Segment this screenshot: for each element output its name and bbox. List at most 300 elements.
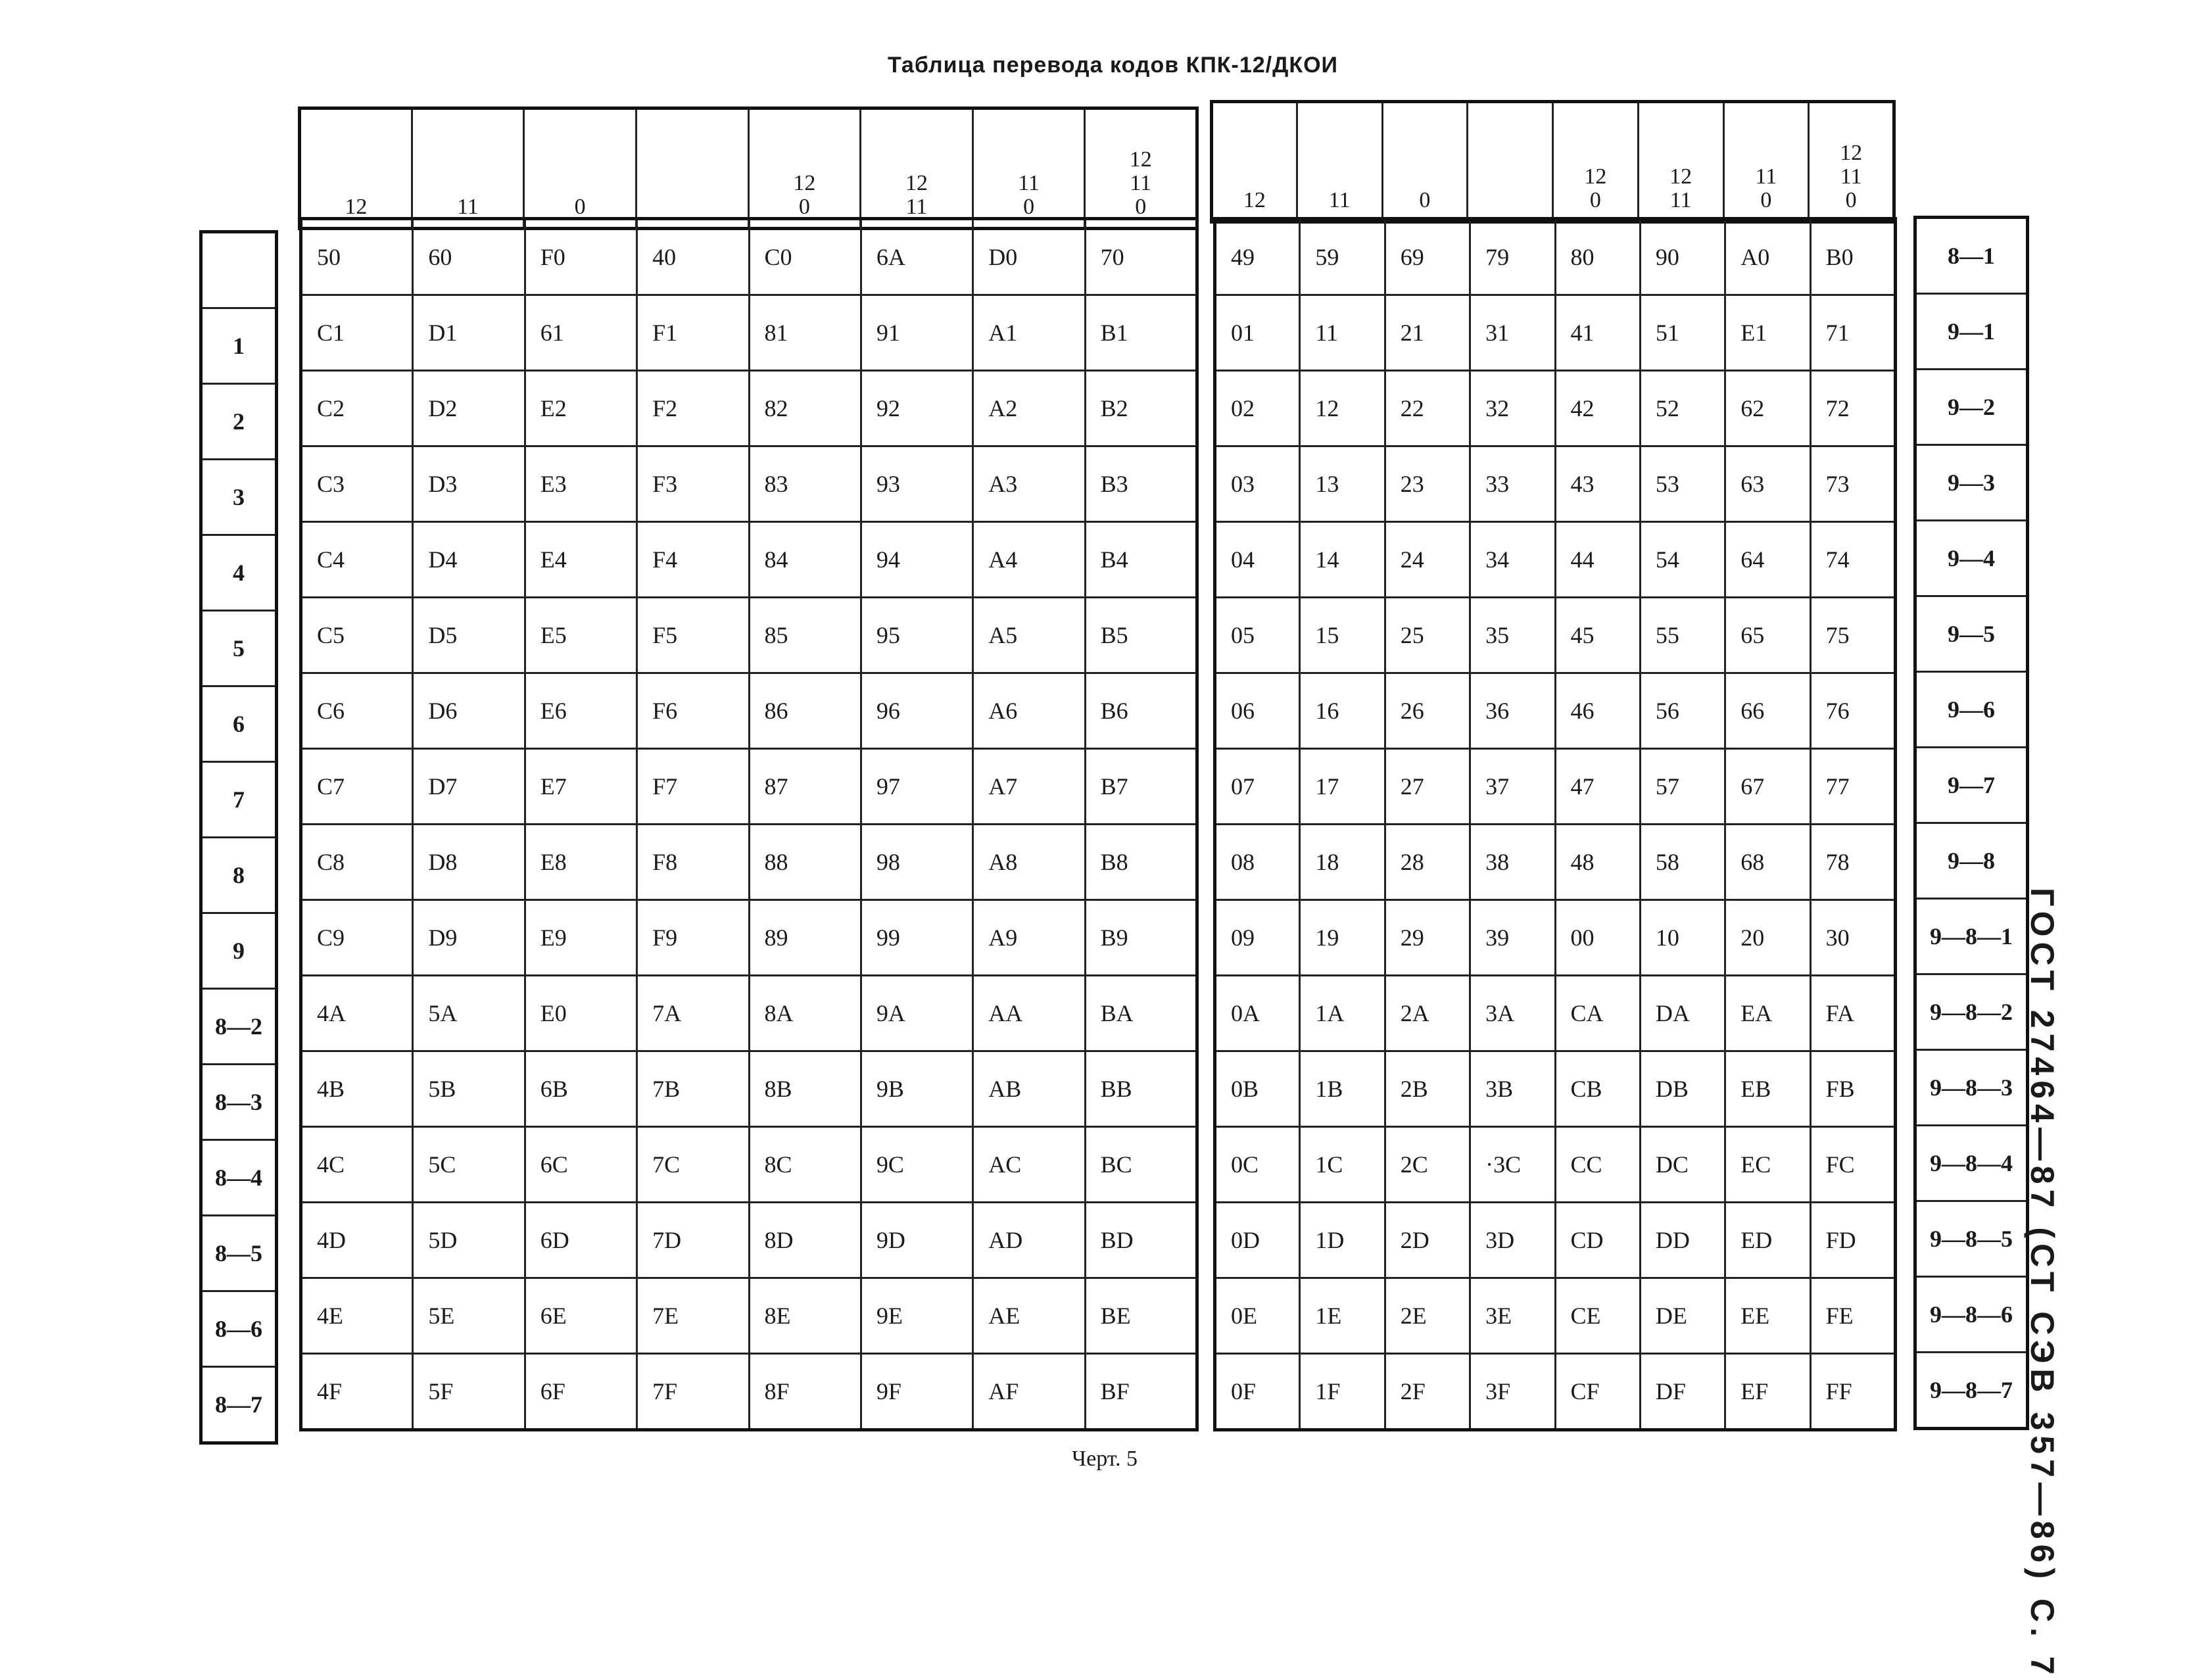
label-row [201, 232, 277, 308]
code-cell: B9 [1085, 900, 1197, 976]
table-row [1215, 598, 1896, 673]
code-cell: F8 [637, 825, 749, 900]
header-line: 12 [905, 171, 928, 195]
table-row [1215, 900, 1896, 976]
header-cell [972, 108, 1085, 229]
header-line: 12 [1840, 141, 1863, 165]
header-line: 0 [1023, 195, 1035, 219]
code-cell: 33 [1470, 446, 1555, 522]
code-cell: 81 [749, 295, 861, 371]
code-cell: 1F [1300, 1354, 1385, 1430]
code-cell: 1C [1300, 1127, 1385, 1203]
table-row [301, 900, 1197, 976]
code-cell: BF [1085, 1354, 1197, 1430]
code-cell: 3B [1470, 1051, 1555, 1127]
header-cell [1468, 102, 1553, 222]
header-line: 11 [1840, 164, 1862, 189]
code-cell: A7 [973, 749, 1085, 825]
code-cell: 68 [1725, 825, 1810, 900]
code-cell: 72 [1810, 371, 1895, 446]
code-cell: FD [1810, 1203, 1895, 1278]
header-cell [524, 108, 636, 229]
code-cell: 65 [1725, 598, 1810, 673]
row-label: 8 [201, 838, 277, 913]
code-cell: 9F [861, 1354, 972, 1430]
code-cell: 98 [861, 825, 972, 900]
code-cell: 06 [1215, 673, 1300, 749]
code-cell: 21 [1385, 295, 1470, 371]
code-cell: E0 [525, 976, 636, 1051]
code-cell: 0E [1215, 1278, 1300, 1354]
header-line: 0 [1419, 188, 1431, 212]
code-cell: 39 [1470, 900, 1555, 976]
header-line: 0 [574, 195, 586, 219]
code-cell: 6C [525, 1127, 636, 1203]
header-line: 11 [905, 195, 928, 219]
code-cell: 05 [1215, 598, 1300, 673]
code-cell: E6 [525, 673, 636, 749]
code-cell: 49 [1215, 219, 1300, 295]
figure-caption: Черт. 5 [1072, 1447, 1138, 1471]
code-cell: 7E [637, 1278, 749, 1354]
row-label: 9—5 [1915, 596, 2028, 672]
code-cell: F3 [637, 446, 749, 522]
label-row [1915, 1277, 2028, 1353]
code-cell: A1 [973, 295, 1085, 371]
row-label: 9—7 [1915, 748, 2028, 823]
code-cell: 12 [1300, 371, 1385, 446]
code-cell: 54 [1640, 522, 1725, 598]
code-cell: AA [973, 976, 1085, 1051]
header-cell [861, 108, 973, 229]
code-cell: 51 [1640, 295, 1725, 371]
code-cell: A8 [973, 825, 1085, 900]
code-cell: CF [1555, 1354, 1640, 1430]
label-row [201, 913, 277, 989]
row-label: 5 [201, 611, 277, 686]
code-cell: 99 [861, 900, 972, 976]
code-cell: 11 [1300, 295, 1385, 371]
code-cell: 31 [1470, 295, 1555, 371]
table-row [301, 219, 1197, 295]
code-cell: E3 [525, 446, 636, 522]
code-cell: 3A [1470, 976, 1555, 1051]
row-label: 9—8—7 [1915, 1353, 2028, 1429]
header-line: 0 [1589, 188, 1601, 212]
code-cell: B7 [1085, 749, 1197, 825]
code-cell: 5B [413, 1051, 525, 1127]
code-cell: E4 [525, 522, 636, 598]
code-cell: 88 [749, 825, 861, 900]
table-row [301, 522, 1197, 598]
label-row [201, 1367, 277, 1443]
code-cell: F0 [525, 219, 636, 295]
code-cell: 36 [1470, 673, 1555, 749]
code-cell: 27 [1385, 749, 1470, 825]
label-row [1915, 748, 2028, 823]
code-cell: 26 [1385, 673, 1470, 749]
code-cell: AC [973, 1127, 1085, 1203]
code-cell: 0A [1215, 976, 1300, 1051]
header-line: 12 [1669, 164, 1692, 189]
header-line: 0 [1135, 195, 1147, 219]
header-cell [1638, 102, 1723, 222]
code-cell: 76 [1810, 673, 1895, 749]
code-cell: A5 [973, 598, 1085, 673]
code-cell: 61 [525, 295, 636, 371]
code-cell: 9D [861, 1203, 972, 1278]
code-cell: D5 [413, 598, 525, 673]
code-cell: 1B [1300, 1051, 1385, 1127]
code-cell: 0B [1215, 1051, 1300, 1127]
code-cell: DB [1640, 1051, 1725, 1127]
code-cell: 52 [1640, 371, 1725, 446]
table-row [1215, 673, 1896, 749]
code-cell: B1 [1085, 295, 1197, 371]
code-cell: 6D [525, 1203, 636, 1278]
table-row [301, 295, 1197, 371]
standard-reference: ГОСТ 27464—87 (СТ СЭВ 357—86) С. 7 [2024, 888, 2061, 1680]
code-cell: 5F [413, 1354, 525, 1430]
row-label: 9 [201, 913, 277, 989]
code-cell: 53 [1640, 446, 1725, 522]
header-cell [748, 108, 861, 229]
code-cell: EC [1725, 1127, 1810, 1203]
code-cell: 47 [1555, 749, 1640, 825]
code-cell: BB [1085, 1051, 1197, 1127]
code-cell: F2 [637, 371, 749, 446]
code-cell: 28 [1385, 825, 1470, 900]
code-cell: 59 [1300, 219, 1385, 295]
page-title: Таблица перевода кодов КПК-12/ДКОИ [888, 53, 1338, 78]
table-row [1215, 446, 1896, 522]
code-cell: D7 [413, 749, 525, 825]
code-cell: BC [1085, 1127, 1197, 1203]
label-row [1915, 672, 2028, 748]
code-cell: 0D [1215, 1203, 1300, 1278]
code-cell: 8E [749, 1278, 861, 1354]
code-cell: BE [1085, 1278, 1197, 1354]
code-cell: A2 [973, 371, 1085, 446]
code-cell: A3 [973, 446, 1085, 522]
code-cell: C4 [301, 522, 413, 598]
table-row [301, 1051, 1197, 1127]
row-label: 9—8—6 [1915, 1277, 2028, 1353]
code-cell: E2 [525, 371, 636, 446]
row-label: 9—4 [1915, 521, 2028, 596]
row-label: 8—3 [201, 1065, 277, 1140]
code-cell: 03 [1215, 446, 1300, 522]
code-cell: D6 [413, 673, 525, 749]
code-cell: 8B [749, 1051, 861, 1127]
code-cell: AD [973, 1203, 1085, 1278]
table-row [1215, 1278, 1896, 1354]
code-cell: E9 [525, 900, 636, 976]
table-row [1215, 825, 1896, 900]
code-cell: ED [1725, 1203, 1810, 1278]
code-cell: 92 [861, 371, 972, 446]
row-labels-right [1913, 216, 2029, 1430]
label-row [201, 1140, 277, 1216]
row-label [201, 232, 277, 308]
code-cell: DD [1640, 1203, 1725, 1278]
code-cell: 3E [1470, 1278, 1555, 1354]
code-cell: 01 [1215, 295, 1300, 371]
code-cell: D0 [973, 219, 1085, 295]
code-cell: 07 [1215, 749, 1300, 825]
code-cell: 4E [301, 1278, 413, 1354]
code-cell: 10 [1640, 900, 1725, 976]
code-cell: C7 [301, 749, 413, 825]
code-cell: 71 [1810, 295, 1895, 371]
label-row [1915, 596, 2028, 672]
code-cell: 67 [1725, 749, 1810, 825]
code-cell: 6A [861, 219, 972, 295]
code-cell: 84 [749, 522, 861, 598]
code-cell: D2 [413, 371, 525, 446]
header-line: 11 [1669, 188, 1692, 212]
code-cell: 9E [861, 1278, 972, 1354]
header-row [1212, 102, 1894, 222]
code-cell: 75 [1810, 598, 1895, 673]
label-row [201, 989, 277, 1065]
code-cell: 1A [1300, 976, 1385, 1051]
code-cell: E1 [1725, 295, 1810, 371]
code-cell: 43 [1555, 446, 1640, 522]
header-line: 11 [457, 195, 479, 219]
code-cell: 79 [1470, 219, 1555, 295]
row-label: 6 [201, 686, 277, 762]
row-label: 8—2 [201, 989, 277, 1065]
row-label: 9—8—3 [1915, 1050, 2028, 1126]
header-row [300, 108, 1197, 229]
label-row [1915, 294, 2028, 370]
header-cell [412, 108, 524, 229]
code-cell: 4A [301, 976, 413, 1051]
header-line: 11 [1130, 171, 1152, 195]
label-row [1915, 445, 2028, 521]
table-row [301, 825, 1197, 900]
header-line: 12 [793, 171, 816, 195]
label-row [1915, 823, 2028, 899]
code-cell: EB [1725, 1051, 1810, 1127]
header-line: 11 [1328, 188, 1351, 212]
code-cell: CE [1555, 1278, 1640, 1354]
code-cell: 19 [1300, 900, 1385, 976]
code-cell: 0F [1215, 1354, 1300, 1430]
label-row [1915, 218, 2028, 294]
code-cell: 34 [1470, 522, 1555, 598]
code-cell: 3D [1470, 1203, 1555, 1278]
code-cell: B5 [1085, 598, 1197, 673]
code-cell: D3 [413, 446, 525, 522]
header-line: 0 [1760, 188, 1772, 212]
table-row [301, 1127, 1197, 1203]
header-left [298, 107, 1199, 230]
header-cell [1297, 102, 1382, 222]
code-cell: B6 [1085, 673, 1197, 749]
code-cell: 8A [749, 976, 861, 1051]
table-row [301, 371, 1197, 446]
code-cell: EF [1725, 1354, 1810, 1430]
table-row [1215, 1127, 1896, 1203]
code-cell: 97 [861, 749, 972, 825]
code-cell: 08 [1215, 825, 1300, 900]
code-cell: B3 [1085, 446, 1197, 522]
code-cell: D9 [413, 900, 525, 976]
table-row [1215, 1051, 1896, 1127]
code-cell: 8F [749, 1354, 861, 1430]
code-cell: 5C [413, 1127, 525, 1203]
code-cell: 1E [1300, 1278, 1385, 1354]
label-row [201, 611, 277, 686]
code-cell: CB [1555, 1051, 1640, 1127]
code-cell: 2D [1385, 1203, 1470, 1278]
code-cell: C8 [301, 825, 413, 900]
code-cell: 87 [749, 749, 861, 825]
label-row [1915, 1201, 2028, 1277]
code-cell: DC [1640, 1127, 1725, 1203]
code-cell: F7 [637, 749, 749, 825]
code-cell: 90 [1640, 219, 1725, 295]
code-cell: 64 [1725, 522, 1810, 598]
code-cell: 4C [301, 1127, 413, 1203]
code-cell: 7A [637, 976, 749, 1051]
header-line: 12 [1129, 147, 1152, 172]
header-line: 11 [1018, 171, 1040, 195]
label-row [1915, 370, 2028, 445]
code-cell: ·3C [1470, 1127, 1555, 1203]
table-row [301, 976, 1197, 1051]
table-row [1215, 219, 1896, 295]
code-cell: 58 [1640, 825, 1725, 900]
label-row [1915, 1050, 2028, 1126]
code-cell: 6F [525, 1354, 636, 1430]
code-cell: D8 [413, 825, 525, 900]
row-label: 9—2 [1915, 370, 2028, 445]
code-cell: 60 [413, 219, 525, 295]
code-cell: 9C [861, 1127, 972, 1203]
table-row [301, 673, 1197, 749]
header-cell [1723, 102, 1809, 222]
code-cell: AB [973, 1051, 1085, 1127]
code-table-left [299, 217, 1199, 1431]
code-cell: 93 [861, 446, 972, 522]
code-cell: BA [1085, 976, 1197, 1051]
code-cell: F1 [637, 295, 749, 371]
header-cell [1553, 102, 1639, 222]
code-cell: DA [1640, 976, 1725, 1051]
code-cell: 22 [1385, 371, 1470, 446]
label-row [1915, 974, 2028, 1050]
code-cell: 89 [749, 900, 861, 976]
row-label: 1 [201, 308, 277, 384]
header-right [1210, 100, 1896, 224]
header-cell [1382, 102, 1468, 222]
code-cell: FB [1810, 1051, 1895, 1127]
code-cell: FE [1810, 1278, 1895, 1354]
code-cell: A0 [1725, 219, 1810, 295]
code-cell: 8C [749, 1127, 861, 1203]
code-cell: 02 [1215, 371, 1300, 446]
code-cell: 7F [637, 1354, 749, 1430]
code-cell: 9B [861, 1051, 972, 1127]
table-row [301, 598, 1197, 673]
row-label: 9—8 [1915, 823, 2028, 899]
code-cell: 38 [1470, 825, 1555, 900]
code-cell: 91 [861, 295, 972, 371]
code-cell: CA [1555, 976, 1640, 1051]
code-cell: 3F [1470, 1354, 1555, 1430]
code-cell: 25 [1385, 598, 1470, 673]
code-cell: B0 [1810, 219, 1895, 295]
code-cell: CD [1555, 1203, 1640, 1278]
header-cell [1085, 108, 1197, 229]
code-cell: 70 [1085, 219, 1197, 295]
row-label: 9—8—1 [1915, 899, 2028, 974]
code-cell: 83 [749, 446, 861, 522]
code-cell: 8D [749, 1203, 861, 1278]
code-cell: 5A [413, 976, 525, 1051]
code-cell: 24 [1385, 522, 1470, 598]
row-label: 9—1 [1915, 294, 2028, 370]
row-label: 9—6 [1915, 672, 2028, 748]
row-label: 8—6 [201, 1291, 277, 1367]
code-cell: F9 [637, 900, 749, 976]
code-table-right [1213, 217, 1897, 1431]
code-cell: A4 [973, 522, 1085, 598]
code-cell: 0C [1215, 1127, 1300, 1203]
code-cell: 14 [1300, 522, 1385, 598]
code-cell: F4 [637, 522, 749, 598]
code-cell: 62 [1725, 371, 1810, 446]
header-line: 12 [1243, 188, 1266, 212]
code-cell: 32 [1470, 371, 1555, 446]
code-cell: 6B [525, 1051, 636, 1127]
code-cell: F6 [637, 673, 749, 749]
row-label: 4 [201, 535, 277, 611]
row-label: 2 [201, 384, 277, 460]
code-cell: 15 [1300, 598, 1385, 673]
code-cell: F5 [637, 598, 749, 673]
code-cell: 66 [1725, 673, 1810, 749]
code-cell: B4 [1085, 522, 1197, 598]
code-cell: 37 [1470, 749, 1555, 825]
code-cell: 44 [1555, 522, 1640, 598]
code-cell: 46 [1555, 673, 1640, 749]
code-cell: C9 [301, 900, 413, 976]
code-cell: 5E [413, 1278, 525, 1354]
code-cell: 45 [1555, 598, 1640, 673]
code-cell: 41 [1555, 295, 1640, 371]
header-line: 11 [1755, 164, 1777, 189]
code-cell: C1 [301, 295, 413, 371]
code-cell: EA [1725, 976, 1810, 1051]
code-cell: C6 [301, 673, 413, 749]
code-cell: AF [973, 1354, 1085, 1430]
code-cell: EE [1725, 1278, 1810, 1354]
code-cell: 55 [1640, 598, 1725, 673]
code-cell: DF [1640, 1354, 1725, 1430]
code-cell: 56 [1640, 673, 1725, 749]
code-cell: 4B [301, 1051, 413, 1127]
code-cell: 96 [861, 673, 972, 749]
code-cell: 40 [637, 219, 749, 295]
row-label: 8—5 [201, 1216, 277, 1291]
code-cell: 2A [1385, 976, 1470, 1051]
header-line: 0 [1845, 188, 1857, 212]
table-row [1215, 1203, 1896, 1278]
